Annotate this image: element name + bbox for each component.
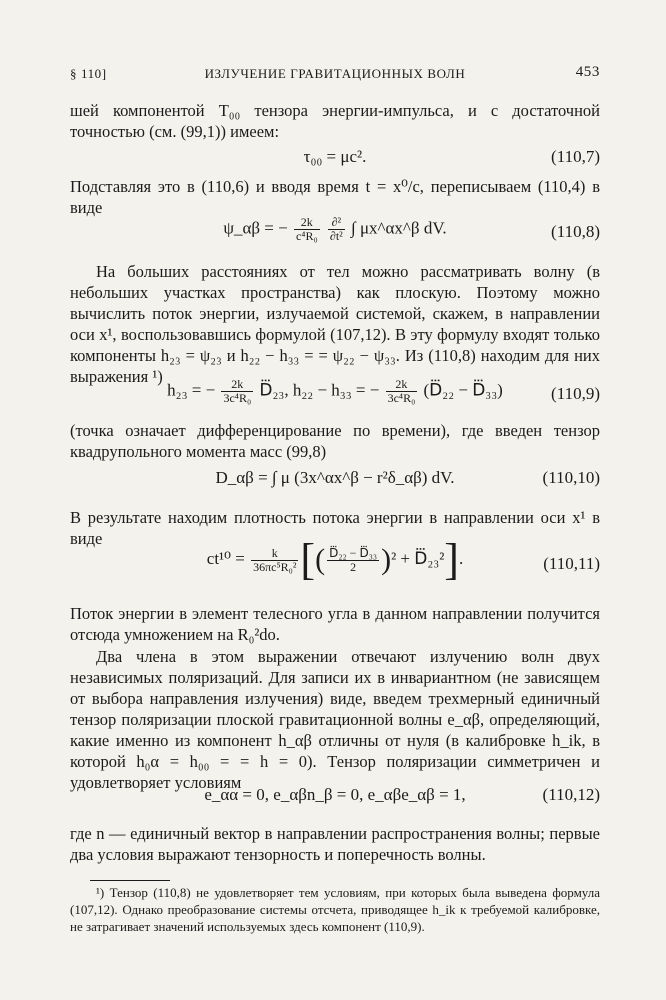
equation-110-9 [70,376,600,412]
equation-body: D_αβ = ∫ μ (3x^αx^β − r²δ_αβ) dV. [215,468,455,487]
fraction [327,547,379,574]
equation-label: (110,10) [542,468,600,487]
equation-110-8 [70,214,600,250]
eq-rhs: ∫ μx^αx^β dV. [351,218,447,238]
denominator: 3c⁴R₀ [223,391,252,405]
fraction [251,547,298,574]
numerator: 2k [386,378,418,392]
numerator: k [251,547,298,561]
paragraph-3: На больших расстояниях от тел можно рассматривать волну (в небольших участках пространства) как плоскую. Поэтому можно вычислить поток энергии, излучаемой системой, скажем, в направлении оси x¹, воспользовавшись формулой (107,12). В эту формулу входят только компоненты h₂₃ = ψ₂₃ и h₂₂ − h₃₃ = = ψ₂₂ − ψ₃₃. Из (110,8) находим для них выражения ¹) [70,262,600,386]
equation-label: (110,7) [551,147,600,166]
paragraph-7: Два члена в этом выражении отвечают излучению волн двух независимых поляризаций. Для записи их в инвариантном (не зависящем от выбора направления излучения) виде, введем трехмерный единичный тензор поляризации плоской гравитационной волны e_αβ, определяющий, какие именно из компонент h_αβ отличны от нуля (в калибровке h_ik, в которой h₀α = h₀₀ = = h = 0). Тензор поляризации симметричен и удовлетворяет условиям [70,647,600,792]
fraction [386,378,418,405]
equation-label: (110,8) [551,222,600,241]
numerator: 2k [221,378,253,392]
close-bracket: ] [444,535,459,584]
equation-body: τ₀₀ = μc². [303,147,367,166]
paragraph-2: Подставляя это в (110,6) и вводя время t = x⁰/c, переписываем (110,4) в виде [70,177,600,217]
equation-110-11 [70,535,600,590]
denominator: ∂t² [329,229,343,243]
paragraph-8: где n — единичный вектор в направлении распространения волны; первые два условия выражают тензорность и поперечность волны. [70,824,600,864]
open-paren: ( [315,543,326,576]
equation-body [70,216,600,243]
close-paren: ) [381,543,392,576]
paragraph-1: шей компонентой T₀₀ тензора энергии-импульса, и с достаточной точностью (см. (99,1)) имеем: [70,101,600,141]
equation-110-10 [70,468,600,494]
open-bracket: [ [300,535,316,584]
running-header [70,64,600,86]
eq-part: D⃛₂₃, h₂₂ − h₃₃ = − [259,380,380,400]
equation-body: e_αα = 0, e_αβn_β = 0, e_αβe_αβ = 1, [204,785,466,804]
eq-lhs: ct¹⁰ = [206,548,245,568]
fraction [294,216,320,243]
denominator: 36πc⁵R₀² [253,559,297,574]
chapter-title: ИЗЛУЧЕНИЕ ГРАВИТАЦИОННЫХ ВОЛН [204,66,466,81]
equation-body [70,378,600,405]
denominator: c⁴R₀ [295,229,318,243]
eq-part: ² + D⃛₂₃² [391,548,445,568]
denominator: 3c⁴R₀ [387,391,416,405]
page-number: 453 [575,64,600,80]
numerator: ∂² [328,216,345,230]
equation-label: (110,12) [542,785,600,804]
eq-part: (D⃛₂₂ − D⃛₃₃) [423,380,503,400]
paragraph-5: В результате находим плотность потока энергии в направлении оси x¹ в виде [70,508,600,548]
numerator: D⃛₂₂ − D⃛₃₃ [329,545,378,560]
section-marker: § 110] [70,66,107,81]
derivative [328,216,345,243]
footnote: ¹) Тензор (110,8) не удовлетворяет тем условиям, при которых была выведена формула (107,12). Однако преобразование системы отсчета, приводящее h_ik к требуемой калибровке, не затрагивает значений используемых здесь компонент (110,9). [70,885,600,934]
equation-body: ct¹⁰ = $\frac{k}{\text{36πc⁵R₀²}}$ [( $\frac{\text{D⃛₂₂ − D⃛₃₃}}{2}$ )² + D⃛₂₃²]. [206,535,464,584]
fraction [221,378,253,405]
eq-lhs: ψ_αβ = − [223,218,288,238]
numerator: 2k [294,216,320,230]
equation-110-7 [70,147,600,171]
equation-label: (110,9) [551,384,600,403]
eq-part: h₂₃ = − [167,380,216,400]
equation-110-12 [70,785,600,809]
equation-label: (110,11) [543,554,600,573]
footnote-rule [90,880,170,881]
paragraph-6: Поток энергии в элемент телесного угла в данном направлении получится отсюда умножением на R₀²do. [70,604,600,644]
paragraph-4: (точка означает дифференцирование по времени), где введен тензор квадрупольного момента масс (99,8) [70,421,600,461]
denominator: 2 [350,559,357,574]
